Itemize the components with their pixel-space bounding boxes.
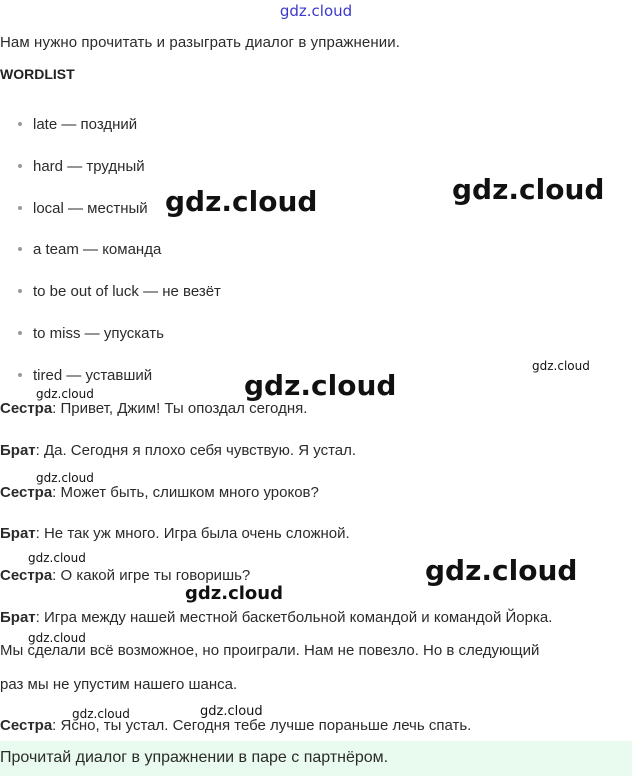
bullet-icon: [18, 164, 22, 168]
bullet-icon: [18, 247, 22, 251]
word-item: tired — уставший: [18, 367, 152, 384]
watermark: gdz.cloud: [36, 471, 94, 485]
dialogue-line: Брат: Да. Сегодня я плохо себя чувствую. Я устал.: [0, 442, 357, 459]
watermark: gdz.cloud: [36, 387, 94, 401]
word-item: to be out of luck — не везёт: [18, 283, 221, 300]
bullet-icon: [18, 331, 22, 335]
word-item: local — местный: [18, 200, 148, 217]
dialogue-line: Мы сделали всё возможное, но проиграли. Нам не повезло. Но в следующий: [0, 642, 540, 659]
watermark: gdz.cloud: [28, 551, 86, 565]
dialogue-line: Брат: Игра между нашей местной баскетбольной командой и командой Йорка.: [0, 609, 553, 626]
wordlist-heading: WORDLIST: [0, 66, 75, 82]
watermark: gdz.cloud: [452, 173, 605, 206]
dialogue-line: Сестра: Может быть, слишком много уроков?: [0, 484, 319, 501]
footer-banner: [0, 741, 632, 776]
word-item: hard — трудный: [18, 158, 145, 175]
word-item: to miss — упускать: [18, 325, 164, 342]
bullet-icon: [18, 289, 22, 293]
watermark: gdz.cloud: [425, 554, 578, 587]
dialogue-line: Сестра: Привет, Джим! Ты опоздал сегодня.: [0, 400, 308, 417]
intro-text: Нам нужно прочитать и разыграть диалог в упражнении.: [0, 34, 400, 51]
watermark: gdz.cloud: [28, 631, 86, 645]
watermark: gdz.cloud: [244, 369, 397, 402]
dialogue-line: раз мы не упустим нашего шанса.: [0, 676, 238, 693]
footer-text: Прочитай диалог в упражнении в паре с партнёром.: [0, 749, 389, 766]
dialogue-line: Брат: Не так уж много. Игра была очень сложной.: [0, 525, 350, 542]
word-item: a team — команда: [18, 241, 161, 258]
watermark: gdz.cloud: [165, 185, 318, 218]
word-item: late — поздний: [18, 116, 137, 133]
bullet-icon: [18, 373, 22, 377]
watermark: gdz.cloud: [200, 704, 263, 719]
dialogue-line: Сестра: Ясно, ты устал. Сегодня тебе лучше пораньше лечь спать.: [0, 717, 472, 734]
bullet-icon: [18, 206, 22, 210]
dialogue-line: Сестра: О какой игре ты говоришь?: [0, 567, 251, 584]
watermark-top: gdz.cloud: [279, 2, 353, 20]
watermark: gdz.cloud: [185, 583, 283, 604]
bullet-icon: [18, 122, 22, 126]
watermark: gdz.cloud: [532, 359, 590, 373]
watermark: gdz.cloud: [72, 707, 130, 721]
